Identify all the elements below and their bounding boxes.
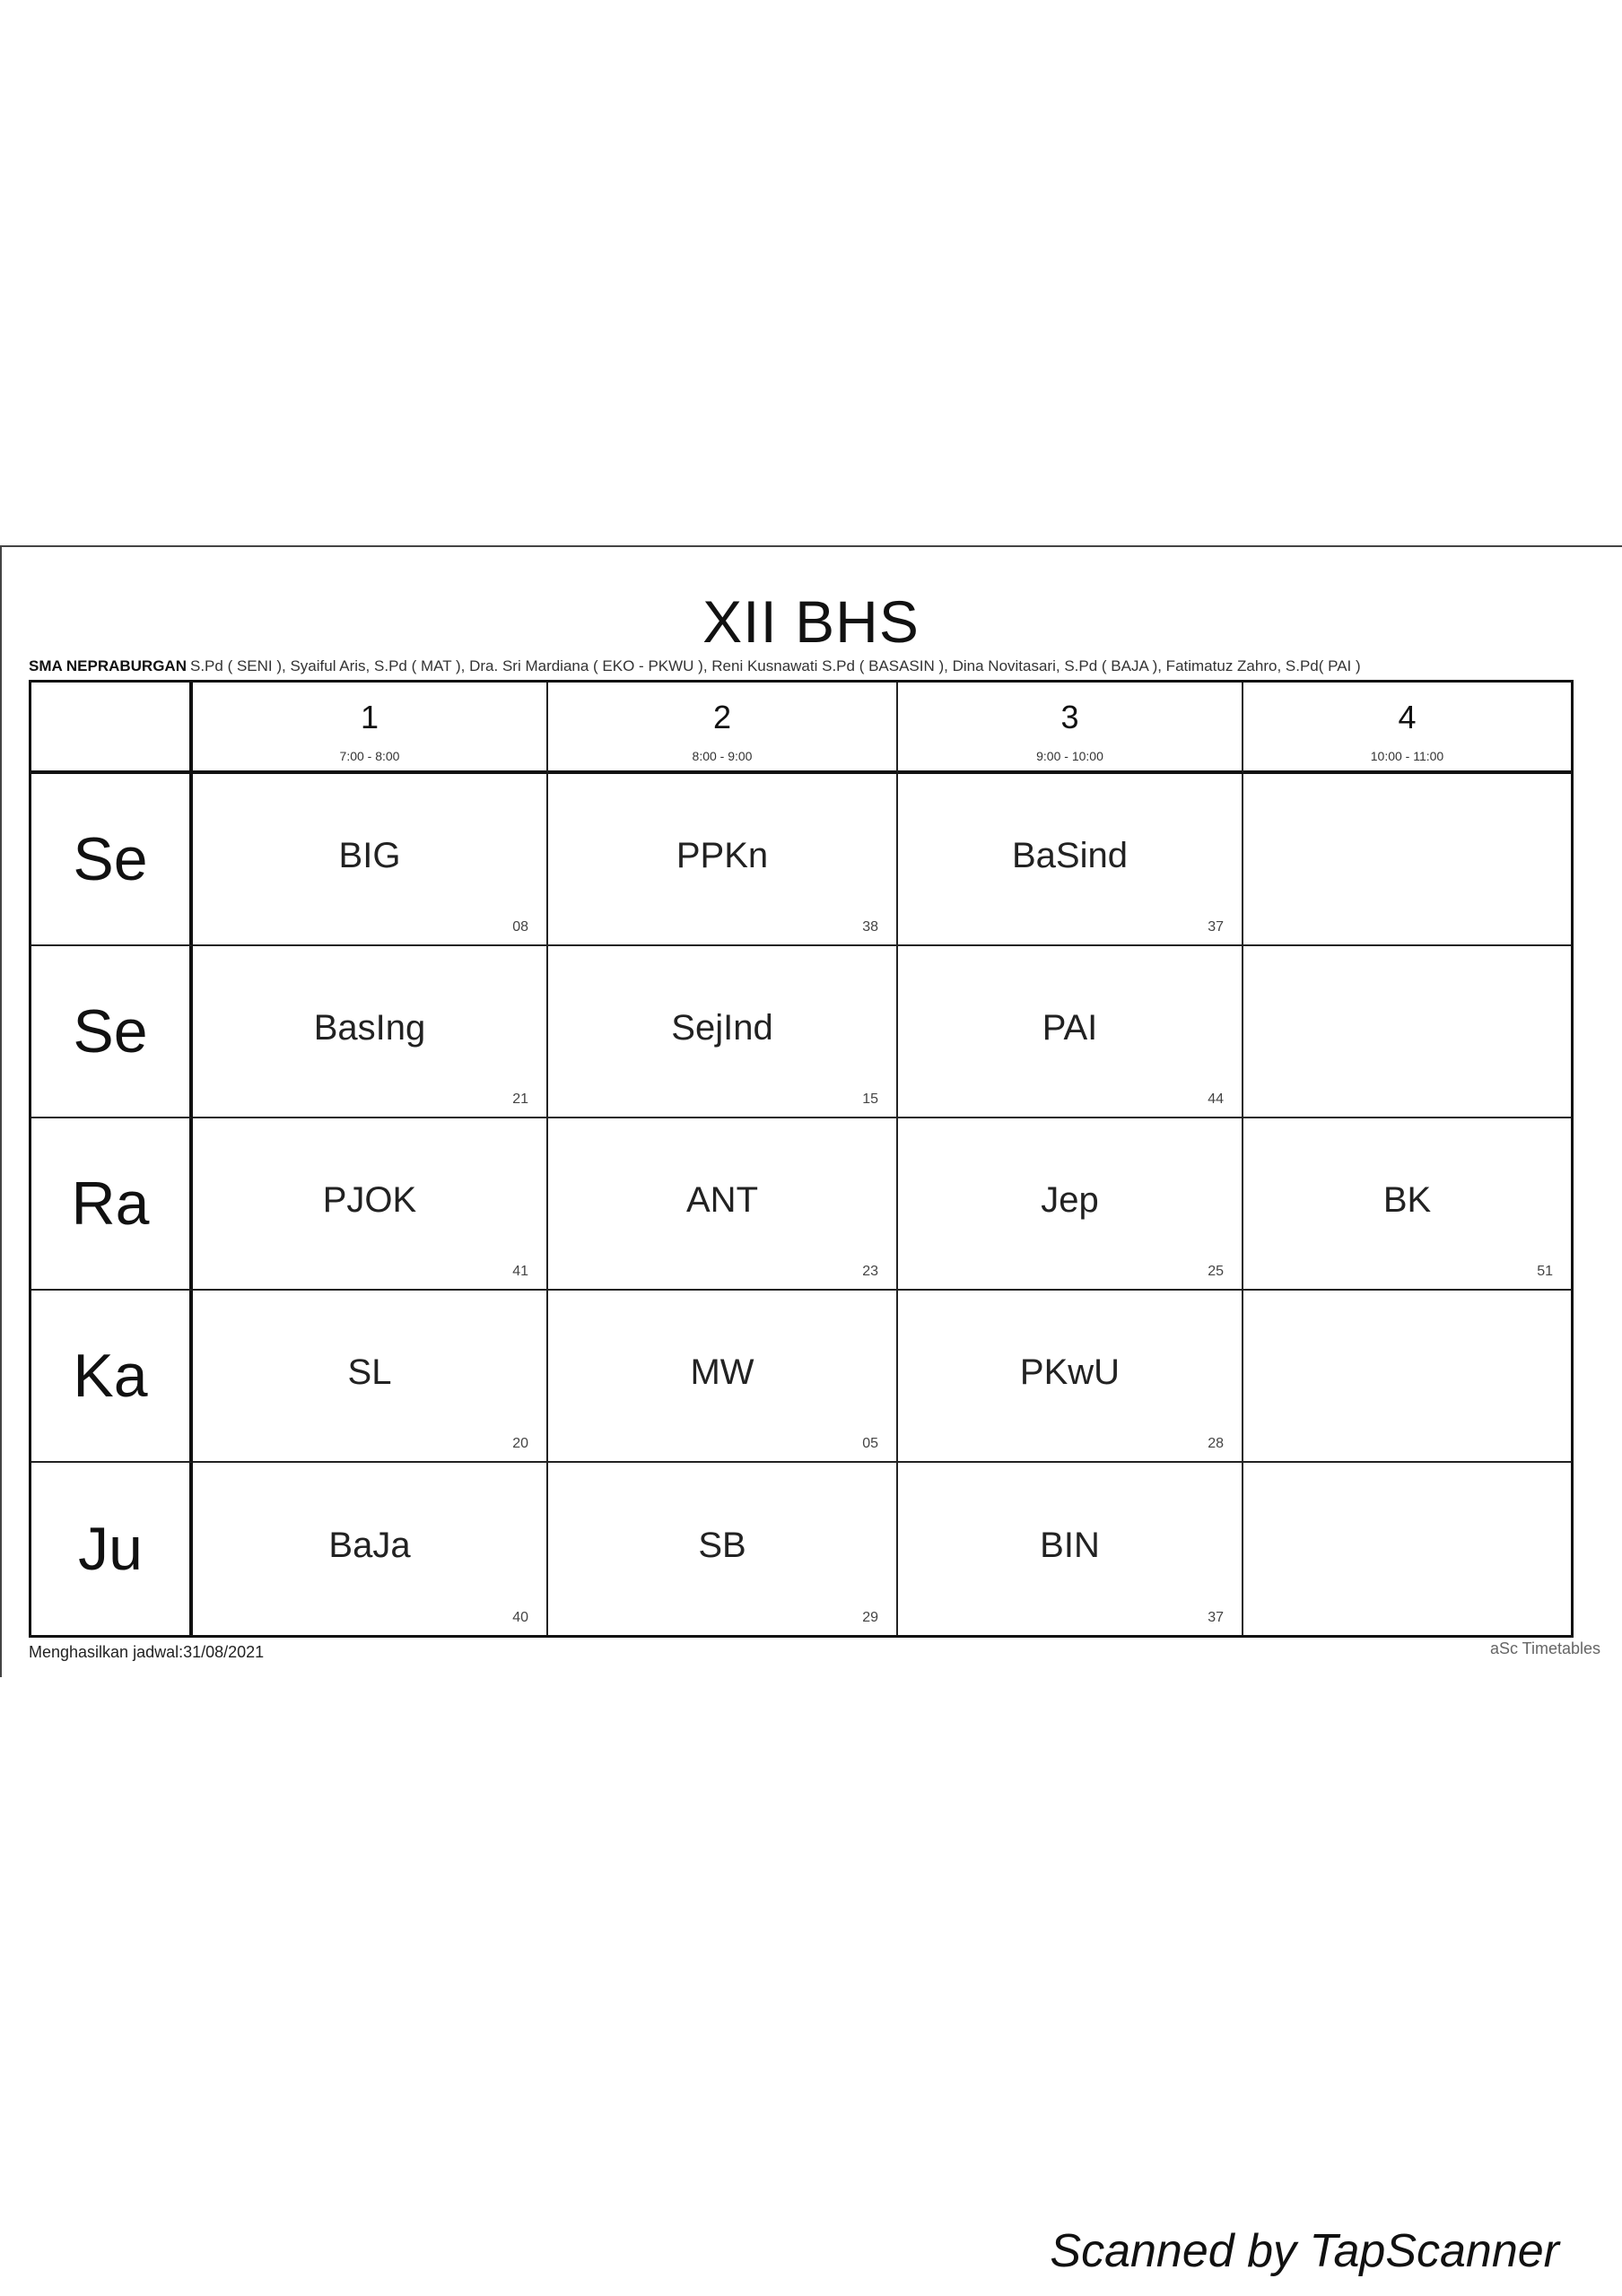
- lesson-cell: [898, 946, 1243, 1118]
- lesson-cell: [548, 1118, 898, 1291]
- day-label: Se: [73, 997, 148, 1065]
- lesson-room-number: 23: [862, 1264, 878, 1279]
- lesson-room-number: 25: [1208, 1264, 1224, 1279]
- lesson-room-number: 51: [1537, 1264, 1553, 1279]
- corner-cell: [31, 683, 193, 774]
- period-header-3: [898, 683, 1243, 774]
- lesson-subject: PKwU: [1019, 1352, 1121, 1392]
- software-brand: aSc Timetables: [1489, 1639, 1600, 1657]
- lesson-cell: [193, 1463, 548, 1635]
- lesson-room-number: 15: [862, 1091, 878, 1107]
- day-cell-1: [31, 774, 193, 946]
- teachers-line: [29, 657, 1581, 675]
- lesson-cell: [898, 1118, 1243, 1291]
- lesson-subject: BaSind: [1012, 835, 1128, 875]
- lesson-room-number: 37: [1208, 919, 1224, 935]
- lesson-subject: ANT: [686, 1179, 758, 1220]
- lesson-cell: [1243, 774, 1571, 946]
- lesson-cell: [1243, 1463, 1571, 1635]
- lesson-cell: [193, 946, 548, 1118]
- generated-date: Menghasilkan jadwal:31/08/2021: [29, 1643, 265, 1661]
- lesson-subject: SL: [347, 1352, 392, 1392]
- period-header-2: [548, 683, 898, 774]
- lesson-room-number: 21: [512, 1091, 528, 1107]
- lesson-room-number: 29: [862, 1610, 878, 1625]
- lesson-subject: BIN: [1040, 1525, 1100, 1565]
- period-header-1: [193, 683, 548, 774]
- day-label: Se: [73, 825, 148, 893]
- lesson-subject: BaJa: [328, 1525, 411, 1565]
- period-time: 7:00 - 8:00: [339, 749, 400, 763]
- lesson-subject: BK: [1382, 1179, 1432, 1220]
- day-label: Ra: [71, 1170, 150, 1238]
- lesson-cell: [193, 1118, 548, 1291]
- lesson-room-number: 08: [512, 919, 528, 935]
- school-name: SMA NEPRABURGAN: [29, 657, 187, 674]
- scanner-watermark: Scanned by TapScanner: [1050, 2225, 1559, 2277]
- period-number: 1: [360, 699, 379, 735]
- lesson-room-number: 38: [862, 919, 878, 935]
- lesson-room-number: 05: [862, 1436, 878, 1451]
- period-time: 8:00 - 9:00: [692, 749, 753, 763]
- lesson-subject: Jep: [1041, 1179, 1099, 1220]
- lesson-cell: [898, 774, 1243, 946]
- teachers-list: S.Pd ( SENI ), Syaiful Aris, S.Pd ( MAT ), Dra. Sri Mardiana ( EKO - PKWU ), Reni Kusnawati S.Pd ( BASASIN ), Dina Novitasari, S.Pd ( BAJA ), Fatimatuz Zahro, S.Pd( PAI ): [190, 657, 1361, 674]
- lesson-room-number: 41: [512, 1264, 528, 1279]
- lesson-subject: BIG: [338, 835, 401, 875]
- lesson-cell: [1243, 1291, 1571, 1463]
- day-cell-5: [31, 1463, 193, 1635]
- lesson-room-number: 28: [1208, 1436, 1224, 1451]
- lesson-cell: [898, 1463, 1243, 1635]
- lesson-subject: PJOK: [322, 1179, 417, 1220]
- lesson-subject: SB: [698, 1525, 746, 1565]
- day-cell-4: [31, 1291, 193, 1463]
- lesson-cell: [548, 1291, 898, 1463]
- lesson-subject: SejInd: [671, 1007, 773, 1048]
- period-number: 3: [1060, 699, 1079, 735]
- lesson-subject: PPKn: [676, 835, 769, 875]
- period-header-4: [1243, 683, 1571, 774]
- lesson-cell: [898, 1291, 1243, 1463]
- lesson-subject: MW: [690, 1352, 754, 1392]
- lesson-cell: [193, 774, 548, 946]
- lesson-room-number: 37: [1208, 1610, 1224, 1625]
- lesson-cell: [1243, 946, 1571, 1118]
- lesson-cell: [548, 1463, 898, 1635]
- period-number: 2: [712, 699, 732, 735]
- day-label: Ka: [73, 1342, 148, 1410]
- day-cell-2: [31, 946, 193, 1118]
- lesson-room-number: 40: [512, 1610, 528, 1625]
- lesson-subject: BasIng: [313, 1007, 426, 1048]
- day-cell-3: [31, 1118, 193, 1291]
- period-time: 10:00 - 11:00: [1370, 749, 1444, 763]
- lesson-cell: [1243, 1118, 1571, 1291]
- day-label: Ju: [78, 1515, 143, 1583]
- lesson-cell: [548, 946, 898, 1118]
- lesson-room-number: 44: [1208, 1091, 1224, 1107]
- timetable-grid: [29, 680, 1574, 1638]
- lesson-subject: PAI: [1042, 1007, 1098, 1048]
- lesson-cell: [548, 774, 898, 946]
- lesson-room-number: 20: [512, 1436, 528, 1451]
- lesson-cell: [193, 1291, 548, 1463]
- period-number: 4: [1398, 699, 1417, 735]
- timetable-title: XII BHS: [702, 588, 920, 655]
- period-time: 9:00 - 10:00: [1036, 749, 1103, 763]
